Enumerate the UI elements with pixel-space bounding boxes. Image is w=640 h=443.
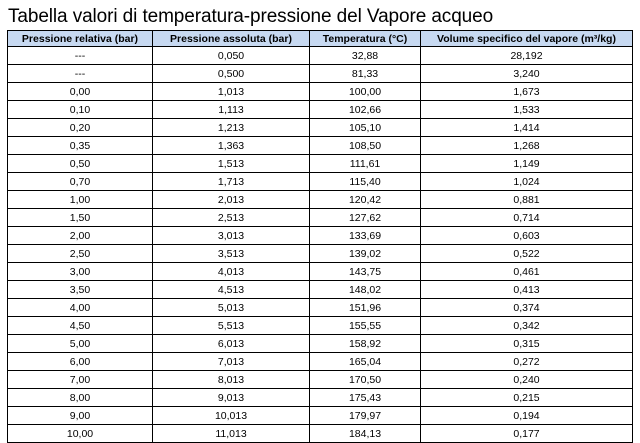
cell-temperature: 115,40 — [310, 173, 421, 191]
cell-absolute-pressure: 3,513 — [153, 245, 310, 263]
table-row — [8, 245, 633, 263]
cell-absolute-pressure: 9,013 — [153, 389, 310, 407]
cell-relative-pressure: 4,00 — [8, 299, 153, 317]
cell-relative-pressure: 0,10 — [8, 101, 153, 119]
cell-specific-volume: 0,194 — [421, 407, 633, 425]
cell-relative-pressure: --- — [8, 65, 153, 83]
cell-relative-pressure: 8,00 — [8, 389, 153, 407]
table-body — [8, 47, 633, 443]
cell-absolute-pressure: 4,513 — [153, 281, 310, 299]
table-row — [8, 119, 633, 137]
cell-specific-volume: 1,414 — [421, 119, 633, 137]
cell-specific-volume: 0,272 — [421, 353, 633, 371]
header-relative-pressure: Pressione relativa (bar) — [8, 31, 153, 47]
table-row — [8, 371, 633, 389]
cell-temperature: 139,02 — [310, 245, 421, 263]
table-row — [8, 155, 633, 173]
cell-temperature: 175,43 — [310, 389, 421, 407]
table-row — [8, 83, 633, 101]
cell-specific-volume: 0,413 — [421, 281, 633, 299]
cell-temperature: 158,92 — [310, 335, 421, 353]
cell-absolute-pressure: 1,513 — [153, 155, 310, 173]
table-row — [8, 335, 633, 353]
header-absolute-pressure: Pressione assoluta (bar) — [153, 31, 310, 47]
table-row — [8, 317, 633, 335]
cell-temperature: 170,50 — [310, 371, 421, 389]
cell-specific-volume: 1,268 — [421, 137, 633, 155]
cell-relative-pressure: 2,00 — [8, 227, 153, 245]
cell-specific-volume: 1,024 — [421, 173, 633, 191]
cell-temperature: 108,50 — [310, 137, 421, 155]
cell-temperature: 155,55 — [310, 317, 421, 335]
cell-relative-pressure: 9,00 — [8, 407, 153, 425]
cell-specific-volume: 3,240 — [421, 65, 633, 83]
cell-temperature: 102,66 — [310, 101, 421, 119]
cell-absolute-pressure: 1,113 — [153, 101, 310, 119]
cell-specific-volume: 0,881 — [421, 191, 633, 209]
cell-relative-pressure: 1,00 — [8, 191, 153, 209]
cell-absolute-pressure: 0,050 — [153, 47, 310, 65]
table-row — [8, 101, 633, 119]
cell-temperature: 148,02 — [310, 281, 421, 299]
cell-relative-pressure: 0,70 — [8, 173, 153, 191]
cell-absolute-pressure: 8,013 — [153, 371, 310, 389]
cell-absolute-pressure: 3,013 — [153, 227, 310, 245]
cell-temperature: 32,88 — [310, 47, 421, 65]
table-row — [8, 191, 633, 209]
cell-absolute-pressure: 5,513 — [153, 317, 310, 335]
cell-relative-pressure: 4,50 — [8, 317, 153, 335]
cell-specific-volume: 28,192 — [421, 47, 633, 65]
cell-specific-volume: 0,240 — [421, 371, 633, 389]
cell-specific-volume: 1,673 — [421, 83, 633, 101]
cell-absolute-pressure: 5,013 — [153, 299, 310, 317]
table-row — [8, 389, 633, 407]
cell-temperature: 184,13 — [310, 425, 421, 443]
table-row — [8, 353, 633, 371]
table-row — [8, 299, 633, 317]
cell-absolute-pressure: 4,013 — [153, 263, 310, 281]
cell-relative-pressure: 1,50 — [8, 209, 153, 227]
cell-absolute-pressure: 1,713 — [153, 173, 310, 191]
cell-specific-volume: 0,215 — [421, 389, 633, 407]
cell-temperature: 133,69 — [310, 227, 421, 245]
cell-relative-pressure: 10,00 — [8, 425, 153, 443]
cell-relative-pressure: 0,35 — [8, 137, 153, 155]
table-row — [8, 407, 633, 425]
header-temperature: Temperatura (°C) — [310, 31, 421, 47]
cell-specific-volume: 1,149 — [421, 155, 633, 173]
table-row — [8, 137, 633, 155]
cell-temperature: 105,10 — [310, 119, 421, 137]
table-row — [8, 47, 633, 65]
cell-specific-volume: 0,714 — [421, 209, 633, 227]
cell-absolute-pressure: 2,013 — [153, 191, 310, 209]
table-row — [8, 209, 633, 227]
cell-relative-pressure: 2,50 — [8, 245, 153, 263]
cell-absolute-pressure: 10,013 — [153, 407, 310, 425]
cell-specific-volume: 0,177 — [421, 425, 633, 443]
cell-temperature: 143,75 — [310, 263, 421, 281]
cell-absolute-pressure: 1,213 — [153, 119, 310, 137]
steam-table — [7, 30, 633, 443]
cell-absolute-pressure: 6,013 — [153, 335, 310, 353]
cell-relative-pressure: 6,00 — [8, 353, 153, 371]
cell-temperature: 81,33 — [310, 65, 421, 83]
cell-absolute-pressure: 1,363 — [153, 137, 310, 155]
cell-relative-pressure: 5,00 — [8, 335, 153, 353]
cell-absolute-pressure: 7,013 — [153, 353, 310, 371]
cell-temperature: 111,61 — [310, 155, 421, 173]
page-title: Tabella valori di temperatura-pressione del Vapore acqueo — [8, 6, 494, 27]
cell-relative-pressure: 7,00 — [8, 371, 153, 389]
cell-relative-pressure: --- — [8, 47, 153, 65]
cell-absolute-pressure: 1,013 — [153, 83, 310, 101]
table-row — [8, 281, 633, 299]
header-row — [8, 31, 633, 47]
cell-relative-pressure: 0,50 — [8, 155, 153, 173]
table-row — [8, 263, 633, 281]
cell-relative-pressure: 0,00 — [8, 83, 153, 101]
cell-absolute-pressure: 11,013 — [153, 425, 310, 443]
table-row — [8, 227, 633, 245]
cell-specific-volume: 1,533 — [421, 101, 633, 119]
cell-relative-pressure: 3,00 — [8, 263, 153, 281]
cell-temperature: 165,04 — [310, 353, 421, 371]
cell-relative-pressure: 0,20 — [8, 119, 153, 137]
cell-temperature: 151,96 — [310, 299, 421, 317]
cell-specific-volume: 0,342 — [421, 317, 633, 335]
cell-temperature: 120,42 — [310, 191, 421, 209]
cell-specific-volume: 0,315 — [421, 335, 633, 353]
cell-specific-volume: 0,522 — [421, 245, 633, 263]
cell-specific-volume: 0,461 — [421, 263, 633, 281]
cell-specific-volume: 0,374 — [421, 299, 633, 317]
cell-absolute-pressure: 0,500 — [153, 65, 310, 83]
cell-temperature: 100,00 — [310, 83, 421, 101]
cell-relative-pressure: 3,50 — [8, 281, 153, 299]
table-row — [8, 173, 633, 191]
table-row — [8, 425, 633, 443]
table-row — [8, 65, 633, 83]
cell-temperature: 179,97 — [310, 407, 421, 425]
cell-temperature: 127,62 — [310, 209, 421, 227]
cell-absolute-pressure: 2,513 — [153, 209, 310, 227]
cell-specific-volume: 0,603 — [421, 227, 633, 245]
header-specific-volume: Volume specifico del vapore (m³/kg) — [421, 31, 633, 47]
